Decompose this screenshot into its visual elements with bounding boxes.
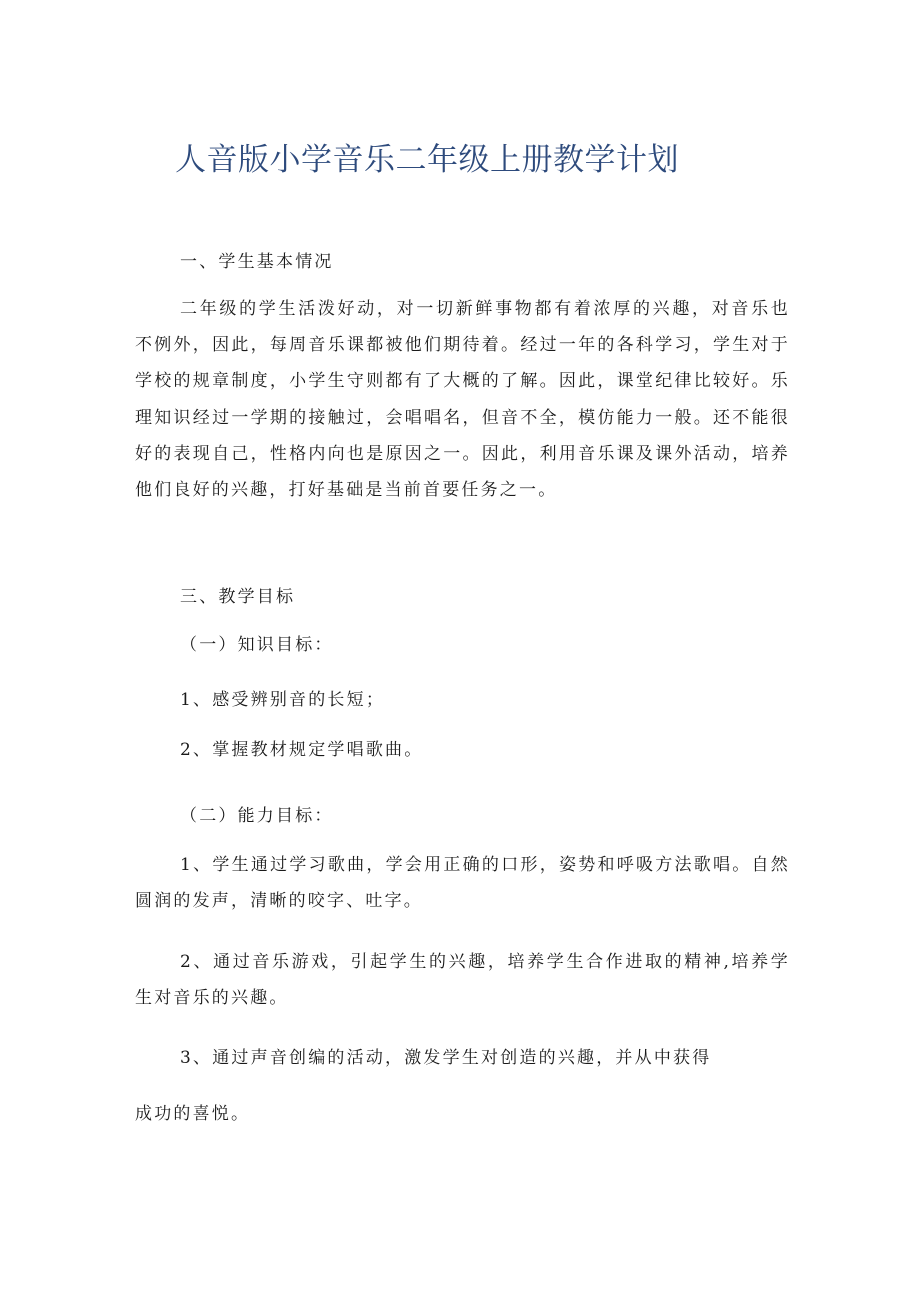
- ability-goals-heading: （二）能力目标：: [180, 806, 334, 826]
- ability-goal-item: 1、学生通过学习歌曲，学会用正确的口形，姿势和呼吸方法歌唱。自然圆润的发声，清晰的咬字、吐字。: [135, 855, 790, 912]
- student-situation-paragraph: 二年级的学生活泼好动，对一切新鲜事物都有着浓厚的兴趣，对音乐也不例外，因此，每周音乐课都被他们期待着。经过一年的各科学习，学生对于学校的规章制度，小学生守则都有了大概的了解。因此，课堂纪律比较好。乐理知识经过一学期的接触过，会唱唱名，但音不全，模仿能力一般。还不能很好的表现自己，性格内向也是原因之一。因此，利用音乐课及课外活动，培养他们良好的兴趣，打好基础是当前首要任务之一。: [135, 299, 790, 501]
- document-title: 人音版小学音乐二年级上册教学计划: [175, 142, 679, 178]
- ability-goal-item-line: 3、通过声音创编的活动，激发学生对创造的兴趣，并从中获得: [180, 1048, 712, 1068]
- knowledge-goal-item: 1、感受辨别音的长短；: [180, 690, 386, 710]
- knowledge-goal-item: 2、掌握教材规定学唱歌曲。: [180, 740, 424, 760]
- section-heading-student-situation: 一、学生基本情况: [180, 252, 334, 272]
- ability-goal-item-line: 成功的喜悦。: [135, 1104, 251, 1124]
- section-heading-teaching-goals: 三、教学目标: [180, 587, 296, 607]
- ability-goal-item: 2、通过音乐游戏，引起学生的兴趣，培养学生合作进取的精神,培养学生对音乐的兴趣。: [135, 952, 790, 1009]
- knowledge-goals-heading: （一）知识目标：: [180, 635, 334, 655]
